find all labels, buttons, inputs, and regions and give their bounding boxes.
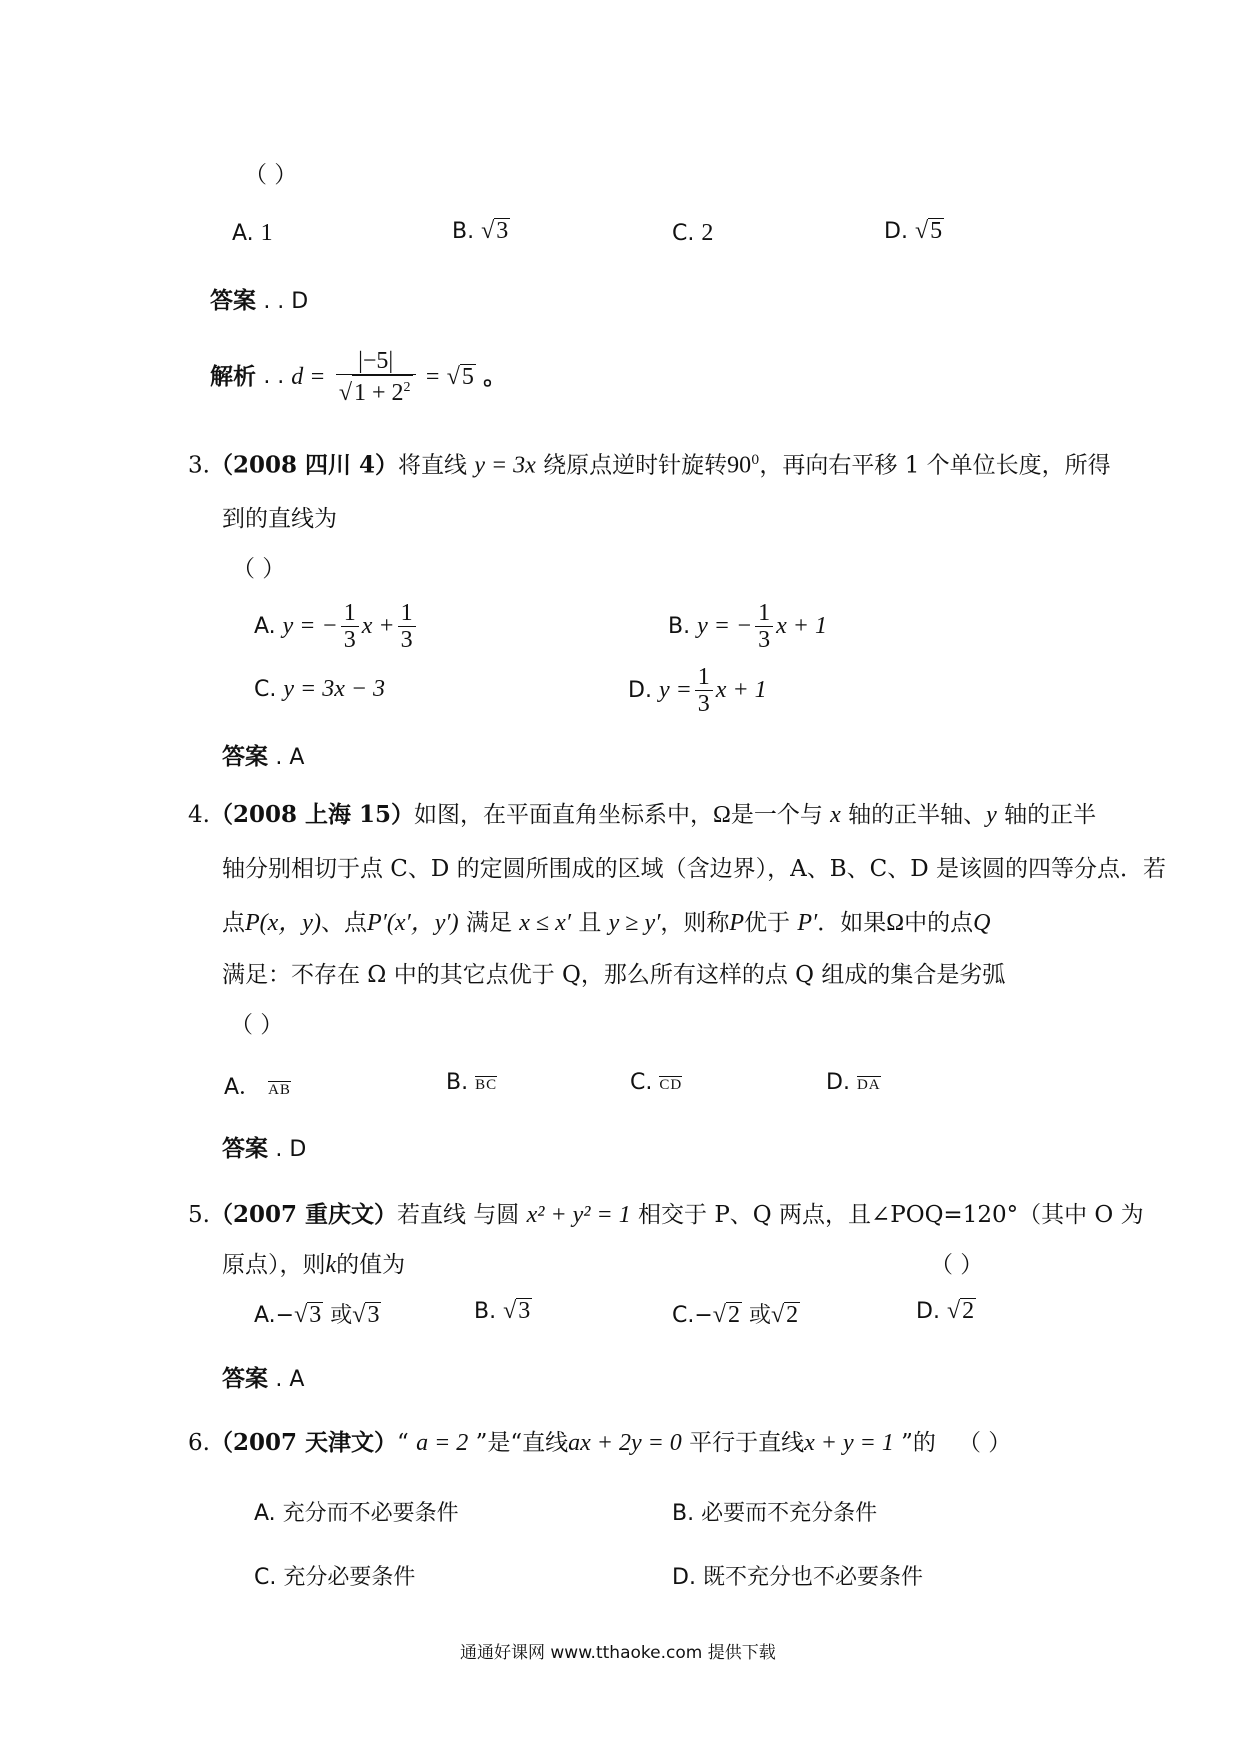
q2-analysis: 解析 . . d = $\frac{|-5|}{√1 + 2^2}$ = √5 。 [210, 348, 507, 406]
q6-answer-paren: （ ） [958, 1430, 1012, 1456]
q4-stem-line1: 4.（2008 上海 15）如图，在平面直角坐标系中，Ω是一个与 x 轴的正半轴、y 轴的正半 [188, 801, 1097, 828]
q4-option-c: C. CD [630, 1070, 683, 1095]
q6-option-c: C. 充分必要条件 [254, 1565, 416, 1590]
q5-answer: 答案 . A [222, 1365, 305, 1392]
q5-stem-line2: 原点），则k的值为 [222, 1252, 406, 1278]
q3-option-d: D. y = $\frac{1}{3}$ x + 1 [628, 664, 767, 717]
q2-option-d: D. √5 [884, 218, 943, 244]
q5-option-d: D. √2 [916, 1298, 975, 1324]
page-footer: 通通好课网 www.tthaoke.com 提供下载 [460, 1643, 776, 1663]
q2-option-a: A. 1 [232, 220, 273, 246]
q5-option-b: B. √3 [474, 1298, 531, 1324]
q2-answer-paren: （ ） [244, 162, 298, 188]
q2-option-b: B. √3 [452, 218, 509, 244]
q3-stem: 3.（2008 四川 4）将直线 y = 3x 绕原点逆时针旋转$90^0$，再向右平移 1 个单位长度，所得 [188, 451, 1111, 479]
q5-stem-line1: 5.（2007 重庆文）若直线 与圆 x² + y² = 1 相交于 P、Q 两点，且∠POQ=120°（其中 O 为 [188, 1201, 1144, 1228]
q3-answer: 答案 . A [222, 743, 305, 770]
q5-answer-paren: （ ） [930, 1252, 984, 1278]
q4-option-a: A． AB [224, 1075, 291, 1100]
q6-option-a: A. 充分而不必要条件 [254, 1501, 459, 1526]
q6-option-b: B. 必要而不充分条件 [672, 1501, 878, 1526]
q3-answer-paren: （ ） [232, 556, 286, 582]
q3-option-c: C. y = 3x − 3 [254, 676, 386, 702]
q4-answer-paren: （ ） [230, 1012, 284, 1038]
q4-stem-line4: 满足：不存在 Ω 中的其它点优于 Q，那么所有这样的点 Q 组成的集合是劣弧 [222, 962, 1006, 988]
q5-option-a: A.−√3 或√3 [254, 1302, 380, 1328]
q3-option-a: A. y = − $\frac{1}{3}$ x + $\frac{1}{3}$ [254, 600, 419, 653]
q6-option-d: D. 既不充分也不必要条件 [672, 1565, 923, 1590]
q3-option-b: B. y = − $\frac{1}{3}$ x + 1 [668, 600, 827, 653]
q4-option-b: B. BC [446, 1070, 498, 1095]
q2-answer: 答案 . . D [210, 287, 309, 314]
q3-stem-line2: 到的直线为 [222, 506, 337, 532]
q4-stem-line2: 轴分别相切于点 C、D 的定圆所围成的区域（含边界），A、B、C、D 是该圆的四等分点．若 [222, 856, 1167, 882]
q6-stem: 6.（2007 天津文）“ a = 2 ”是“直线ax + 2y = 0 平行于直线x + y = 1 ”的 [188, 1429, 936, 1456]
q2-option-c: C. 2 [672, 220, 714, 246]
q5-option-c: C.−√2 或√2 [672, 1302, 799, 1328]
q4-answer: 答案 . D [222, 1135, 307, 1162]
q4-option-d: D. DA [826, 1070, 881, 1095]
q4-stem-line3: 点P(x，y)、点P′(x′，y′) 满足 x ≤ x′ 且 y ≥ y′，则称P优于 P′．如果Ω中的点Q [222, 910, 991, 936]
